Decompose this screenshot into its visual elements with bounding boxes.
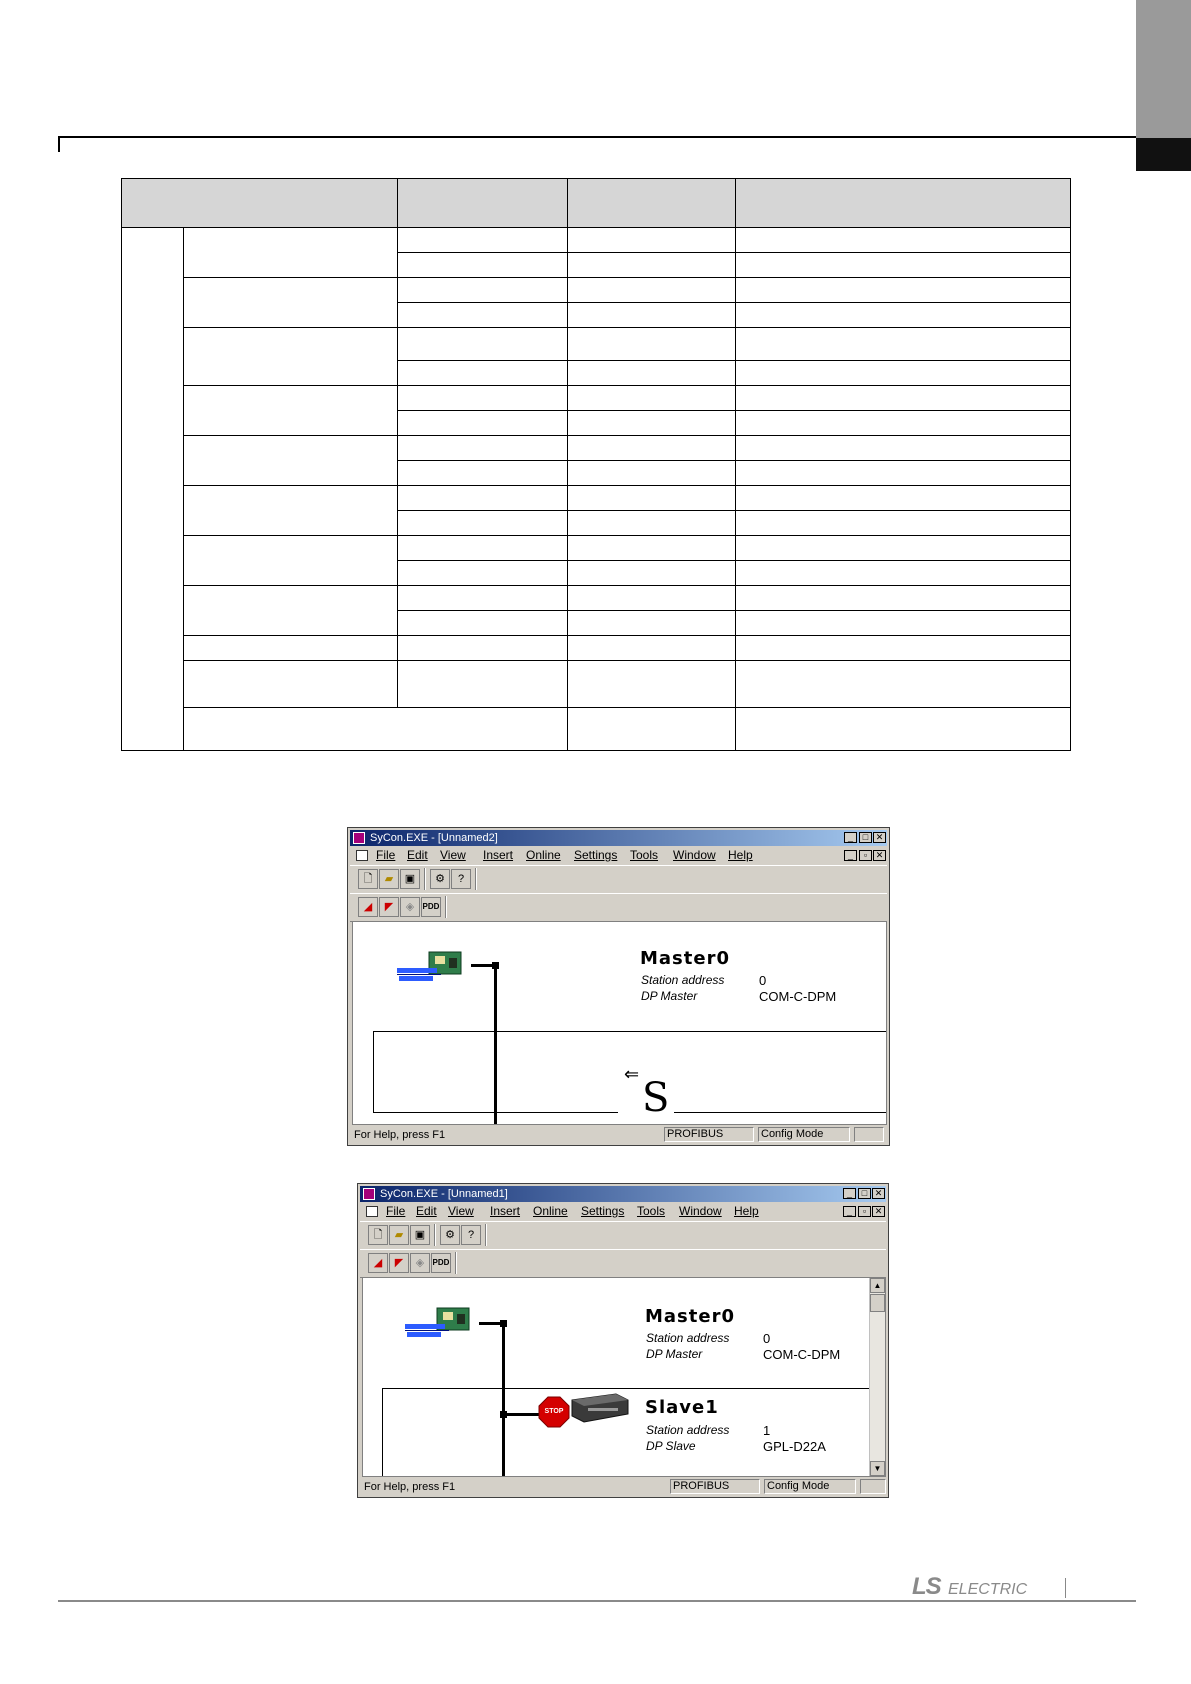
toolbar-separator <box>475 868 477 890</box>
status-help-text: For Help, press F1 <box>354 1129 446 1141</box>
menu-online[interactable]: Online <box>533 1204 568 1218</box>
table-row <box>122 328 1071 361</box>
toolbar-separator <box>424 868 426 890</box>
table-row <box>122 636 1071 661</box>
insert-master-icon[interactable]: ◢ <box>368 1253 388 1273</box>
help-icon[interactable]: ? <box>451 869 471 889</box>
table-row <box>122 661 1071 708</box>
mdi-close-icon[interactable]: ✕ <box>872 1206 885 1217</box>
stop-label: STOP <box>544 1408 564 1415</box>
insert-device-icon[interactable]: ◈ <box>400 897 420 917</box>
toolbar-separator <box>445 896 447 918</box>
insert-master-icon[interactable]: ◢ <box>358 897 378 917</box>
main-toolbar <box>360 1221 886 1250</box>
status-help-text: For Help, press F1 <box>364 1481 456 1493</box>
menu-edit[interactable]: Edit <box>407 848 428 862</box>
minimize-icon[interactable]: _ <box>843 1188 856 1199</box>
document-icon[interactable] <box>366 1206 378 1217</box>
insert-slave-icon[interactable]: ◤ <box>389 1253 409 1273</box>
menu-help[interactable]: Help <box>734 1204 759 1218</box>
network-canvas[interactable] <box>352 921 887 1125</box>
scroll-up-icon[interactable]: ▲ <box>870 1278 885 1293</box>
save-icon[interactable]: ▣ <box>410 1225 430 1245</box>
table-item-cell <box>184 661 398 708</box>
window-title: SyCon.EXE - [Unnamed1] <box>380 1188 508 1200</box>
maximize-icon[interactable]: □ <box>859 832 872 843</box>
mdi-minimize-icon[interactable]: _ <box>844 850 857 861</box>
ls-electric-logo <box>912 1574 1052 1600</box>
master-type-value: COM-C-DPM <box>759 989 837 1004</box>
app-icon[interactable] <box>353 832 365 844</box>
table-item-cell <box>184 228 398 278</box>
title-bar[interactable] <box>360 1186 886 1202</box>
master-station-label: Station address <box>646 1331 730 1345</box>
scroll-thumb[interactable] <box>870 1294 885 1312</box>
menu-bar <box>360 1203 886 1220</box>
mdi-minimize-icon[interactable]: _ <box>843 1206 856 1217</box>
table-row <box>122 386 1071 411</box>
spec-table <box>121 178 1071 751</box>
insert-device-icon[interactable]: ◈ <box>410 1253 430 1273</box>
menu-help[interactable]: Help <box>728 848 753 862</box>
table-item-cell <box>184 328 398 386</box>
new-file-icon[interactable]: 🗋 <box>358 869 378 889</box>
settings-tool-icon[interactable]: ⚙ <box>430 869 450 889</box>
settings-tool-icon[interactable]: ⚙ <box>440 1225 460 1245</box>
footer-rule <box>58 1600 1136 1602</box>
table-item-cell <box>184 436 398 486</box>
status-mode: Config Mode <box>758 1127 850 1142</box>
header-tick <box>58 136 60 152</box>
table-row <box>122 586 1071 611</box>
table-row <box>122 708 1071 751</box>
master-type-value: COM-C-DPM <box>763 1347 841 1362</box>
insert-cursor-arrow-icon: ⇐ <box>624 1064 640 1084</box>
header-rule <box>58 136 1136 138</box>
master-type-label: DP Master <box>646 1347 703 1361</box>
master-title: Master0 <box>645 1306 735 1327</box>
menu-view[interactable]: View <box>440 848 466 862</box>
open-folder-icon[interactable]: ▰ <box>389 1225 409 1245</box>
vertical-scrollbar[interactable] <box>869 1278 885 1476</box>
status-mode: Config Mode <box>764 1479 856 1494</box>
toolbar-separator <box>485 1224 487 1246</box>
insert-slave-cursor-icon: S <box>642 1075 670 1121</box>
menu-tools[interactable]: Tools <box>630 848 659 862</box>
status-bar <box>360 1478 886 1496</box>
toolbar-separator <box>455 1252 457 1274</box>
slave-connector <box>502 1413 542 1416</box>
open-folder-icon[interactable]: ▰ <box>379 869 399 889</box>
master-station-value: 0 <box>759 973 767 988</box>
device-toolbar <box>350 893 887 922</box>
save-icon[interactable]: ▣ <box>400 869 420 889</box>
mdi-restore-icon[interactable]: ▫ <box>858 1206 871 1217</box>
menu-edit[interactable]: Edit <box>416 1204 437 1218</box>
slave-device-icon[interactable] <box>566 1390 630 1430</box>
chapter-tab <box>1136 0 1191 138</box>
pdd-button[interactable]: PDD <box>431 1253 451 1273</box>
menu-insert[interactable]: Insert <box>483 848 514 862</box>
slave-type-value: GPL-D22A <box>763 1439 826 1454</box>
master-station-label: Station address <box>641 973 725 987</box>
minimize-icon[interactable]: _ <box>844 832 857 843</box>
sycon-window-unnamed1 <box>357 1183 889 1498</box>
sycon-window-unnamed2 <box>347 827 890 1146</box>
master-type-label: DP Master <box>641 989 698 1003</box>
menu-bar <box>350 847 887 864</box>
table-item-cell <box>184 636 398 661</box>
window-title: SyCon.EXE - [Unnamed2] <box>370 832 498 844</box>
mdi-close-icon[interactable]: ✕ <box>873 850 886 861</box>
chapter-tab-marker <box>1136 138 1191 171</box>
table-item-cell <box>184 536 398 586</box>
master-device-icon[interactable] <box>403 1306 475 1346</box>
table-item-cell <box>184 278 398 328</box>
network-canvas[interactable] <box>362 1277 886 1477</box>
logo-ls-text: LS <box>912 1573 941 1600</box>
menu-window[interactable]: Window <box>679 1204 722 1218</box>
document-icon[interactable] <box>356 850 368 861</box>
table-header-cell <box>398 179 568 228</box>
table-item-cell <box>184 486 398 536</box>
status-extra <box>854 1127 884 1142</box>
close-icon[interactable]: ✕ <box>873 832 886 843</box>
status-bus: PROFIBUS <box>664 1127 754 1142</box>
help-icon[interactable]: ? <box>461 1225 481 1245</box>
menu-settings[interactable]: Settings <box>574 848 618 862</box>
main-toolbar <box>350 865 887 894</box>
mdi-restore-icon[interactable]: ▫ <box>859 850 872 861</box>
menu-file[interactable]: File <box>386 1204 406 1218</box>
table-row <box>122 228 1071 253</box>
status-extra <box>860 1479 886 1494</box>
table-header-row <box>122 179 1071 228</box>
master-device-icon[interactable] <box>395 950 467 990</box>
table-row <box>122 436 1071 461</box>
new-file-icon[interactable]: 🗋 <box>368 1225 388 1245</box>
logo-electric-text: ELECTRIC <box>948 1581 1028 1598</box>
slave-station-value: 1 <box>763 1423 771 1438</box>
slave-title: Slave1 <box>645 1397 719 1418</box>
maximize-icon[interactable]: □ <box>858 1188 871 1199</box>
menu-settings[interactable]: Settings <box>581 1204 625 1218</box>
device-toolbar <box>360 1249 886 1278</box>
table-header-cell <box>736 179 1071 228</box>
table-item-cell <box>184 708 568 751</box>
table-header-cell <box>568 179 736 228</box>
table-item-cell <box>184 586 398 636</box>
table-row <box>122 278 1071 303</box>
toolbar-separator <box>434 1224 436 1246</box>
status-bar <box>350 1126 887 1144</box>
footer-tick <box>1065 1578 1066 1598</box>
app-icon[interactable] <box>363 1188 375 1200</box>
slave-type-label: DP Slave <box>646 1439 696 1453</box>
menu-window[interactable]: Window <box>673 848 716 862</box>
table-group-cell <box>122 228 184 751</box>
master-station-value: 0 <box>763 1331 771 1346</box>
master-title: Master0 <box>640 948 730 969</box>
table-header-cell <box>122 179 398 228</box>
menu-insert[interactable]: Insert <box>490 1204 521 1218</box>
status-bus: PROFIBUS <box>670 1479 760 1494</box>
menu-file[interactable]: File <box>376 848 396 862</box>
pdd-button[interactable]: PDD <box>421 897 441 917</box>
scroll-down-icon[interactable]: ▼ <box>870 1461 885 1476</box>
close-icon[interactable]: ✕ <box>872 1188 885 1199</box>
menu-tools[interactable]: Tools <box>637 1204 666 1218</box>
menu-online[interactable]: Online <box>526 848 561 862</box>
slave-station-label: Station address <box>646 1423 730 1437</box>
menu-view[interactable]: View <box>448 1204 474 1218</box>
table-row <box>122 536 1071 561</box>
table-row <box>122 486 1071 511</box>
insert-slave-icon[interactable]: ◤ <box>379 897 399 917</box>
title-bar[interactable] <box>350 830 887 846</box>
table-item-cell <box>184 386 398 436</box>
